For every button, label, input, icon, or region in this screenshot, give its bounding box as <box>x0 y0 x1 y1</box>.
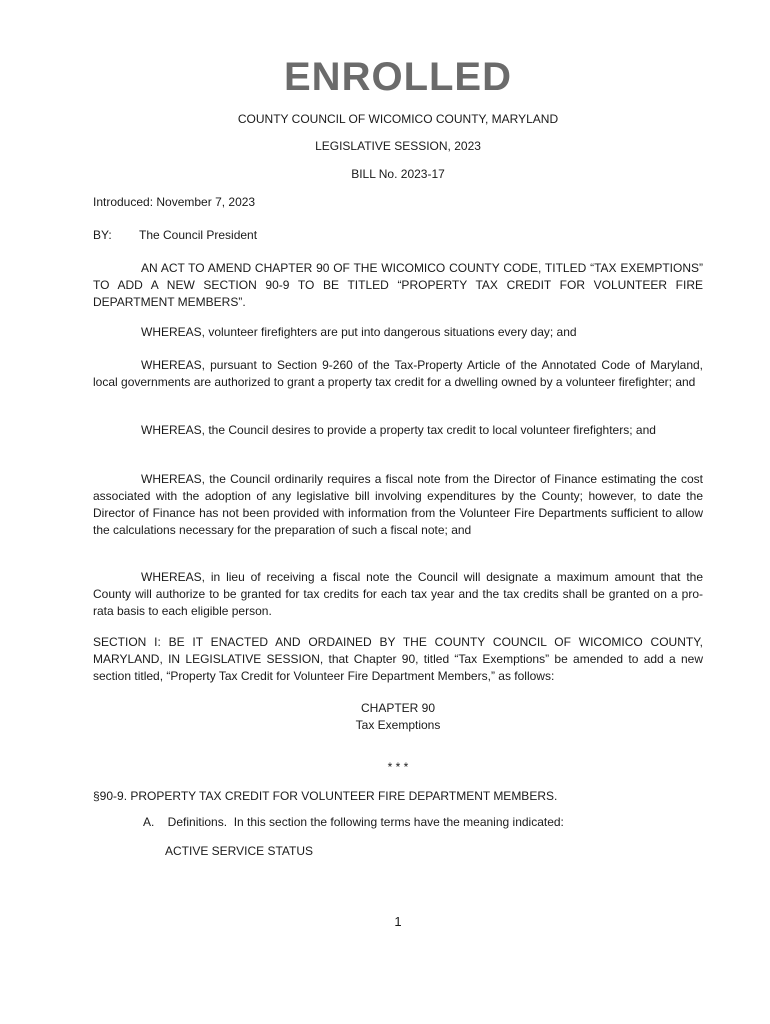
whereas-clause: WHEREAS, volunteer firefighters are put into dangerous situations every day; and <box>141 325 577 339</box>
whereas-clause: WHEREAS, the Council desires to provide a property tax credit to local volunteer firefighters; and <box>141 423 656 437</box>
whereas-clause: WHEREAS, the Council ordinarily requires a fiscal note from the Director of Finance estimating the cost associated with the adoption of any legislative bill involving expenditures by the County; however, to date the Director of Finance has not been provided with information from the Volunteer Fire Departments sufficient to allow the calculations necessary for the preparation of such a fiscal note; and <box>93 472 703 537</box>
council-name: COUNTY COUNCIL OF WICOMICO COUNTY, MARYLAND <box>237 112 559 126</box>
sponsor: The Council President <box>139 228 258 242</box>
subsection-a-definitions: A. Definitions. In this section the following terms have the meaning indicated: <box>143 815 564 829</box>
introduced-date: Introduced: November 7, 2023 <box>93 195 256 209</box>
chapter-title: Tax Exemptions <box>355 718 441 732</box>
section-one-enactment: SECTION I: BE IT ENACTED AND ORDAINED BY THE COUNTY COUNCIL OF WICOMICO COUNTY, MARYLAND, IN LEGISLATIVE SESSION, that Chapter 90, titled “Tax Exemptions” be amended to add a new section titled, “Property Tax Credit for Volunteer Fire Department Members,” as follows: <box>93 635 703 683</box>
asterisks-separator: * * * <box>387 760 409 774</box>
whereas-clause: WHEREAS, in lieu of receiving a fiscal note the Council will designate a maximum amount that the County will authorize to be granted for tax credits for each tax year and the tax credits shall be granted on a pro-rata basis to each eligible person. <box>93 570 703 618</box>
act-title: AN ACT TO AMEND CHAPTER 90 OF THE WICOMICO COUNTY CODE, TITLED “TAX EXEMPTIONS” TO ADD A NEW SECTION 90-9 TO BE TITLED “PROPERTY TAX CREDIT FOR VOLUNTEER FIRE DEPARTMENT MEMBERS”. <box>93 261 703 309</box>
enrolled-stamp: ENROLLED <box>284 55 512 99</box>
bill-number: BILL No. 2023-17 <box>351 167 445 181</box>
chapter-number: CHAPTER 90 <box>360 701 436 715</box>
section-heading: §90-9. PROPERTY TAX CREDIT FOR VOLUNTEER FIRE DEPARTMENT MEMBERS. <box>93 789 558 803</box>
page-number: 1 <box>394 914 402 929</box>
whereas-clause: WHEREAS, pursuant to Section 9-260 of the Tax-Property Article of the Annotated Code of Maryland, local governments are authorized to grant a property tax credit for a dwelling owned by a volunteer firefighter; and <box>93 358 703 389</box>
session-line: LEGISLATIVE SESSION, 2023 <box>315 139 481 153</box>
by-label: BY: <box>93 228 112 242</box>
defined-term: ACTIVE SERVICE STATUS <box>165 844 314 858</box>
